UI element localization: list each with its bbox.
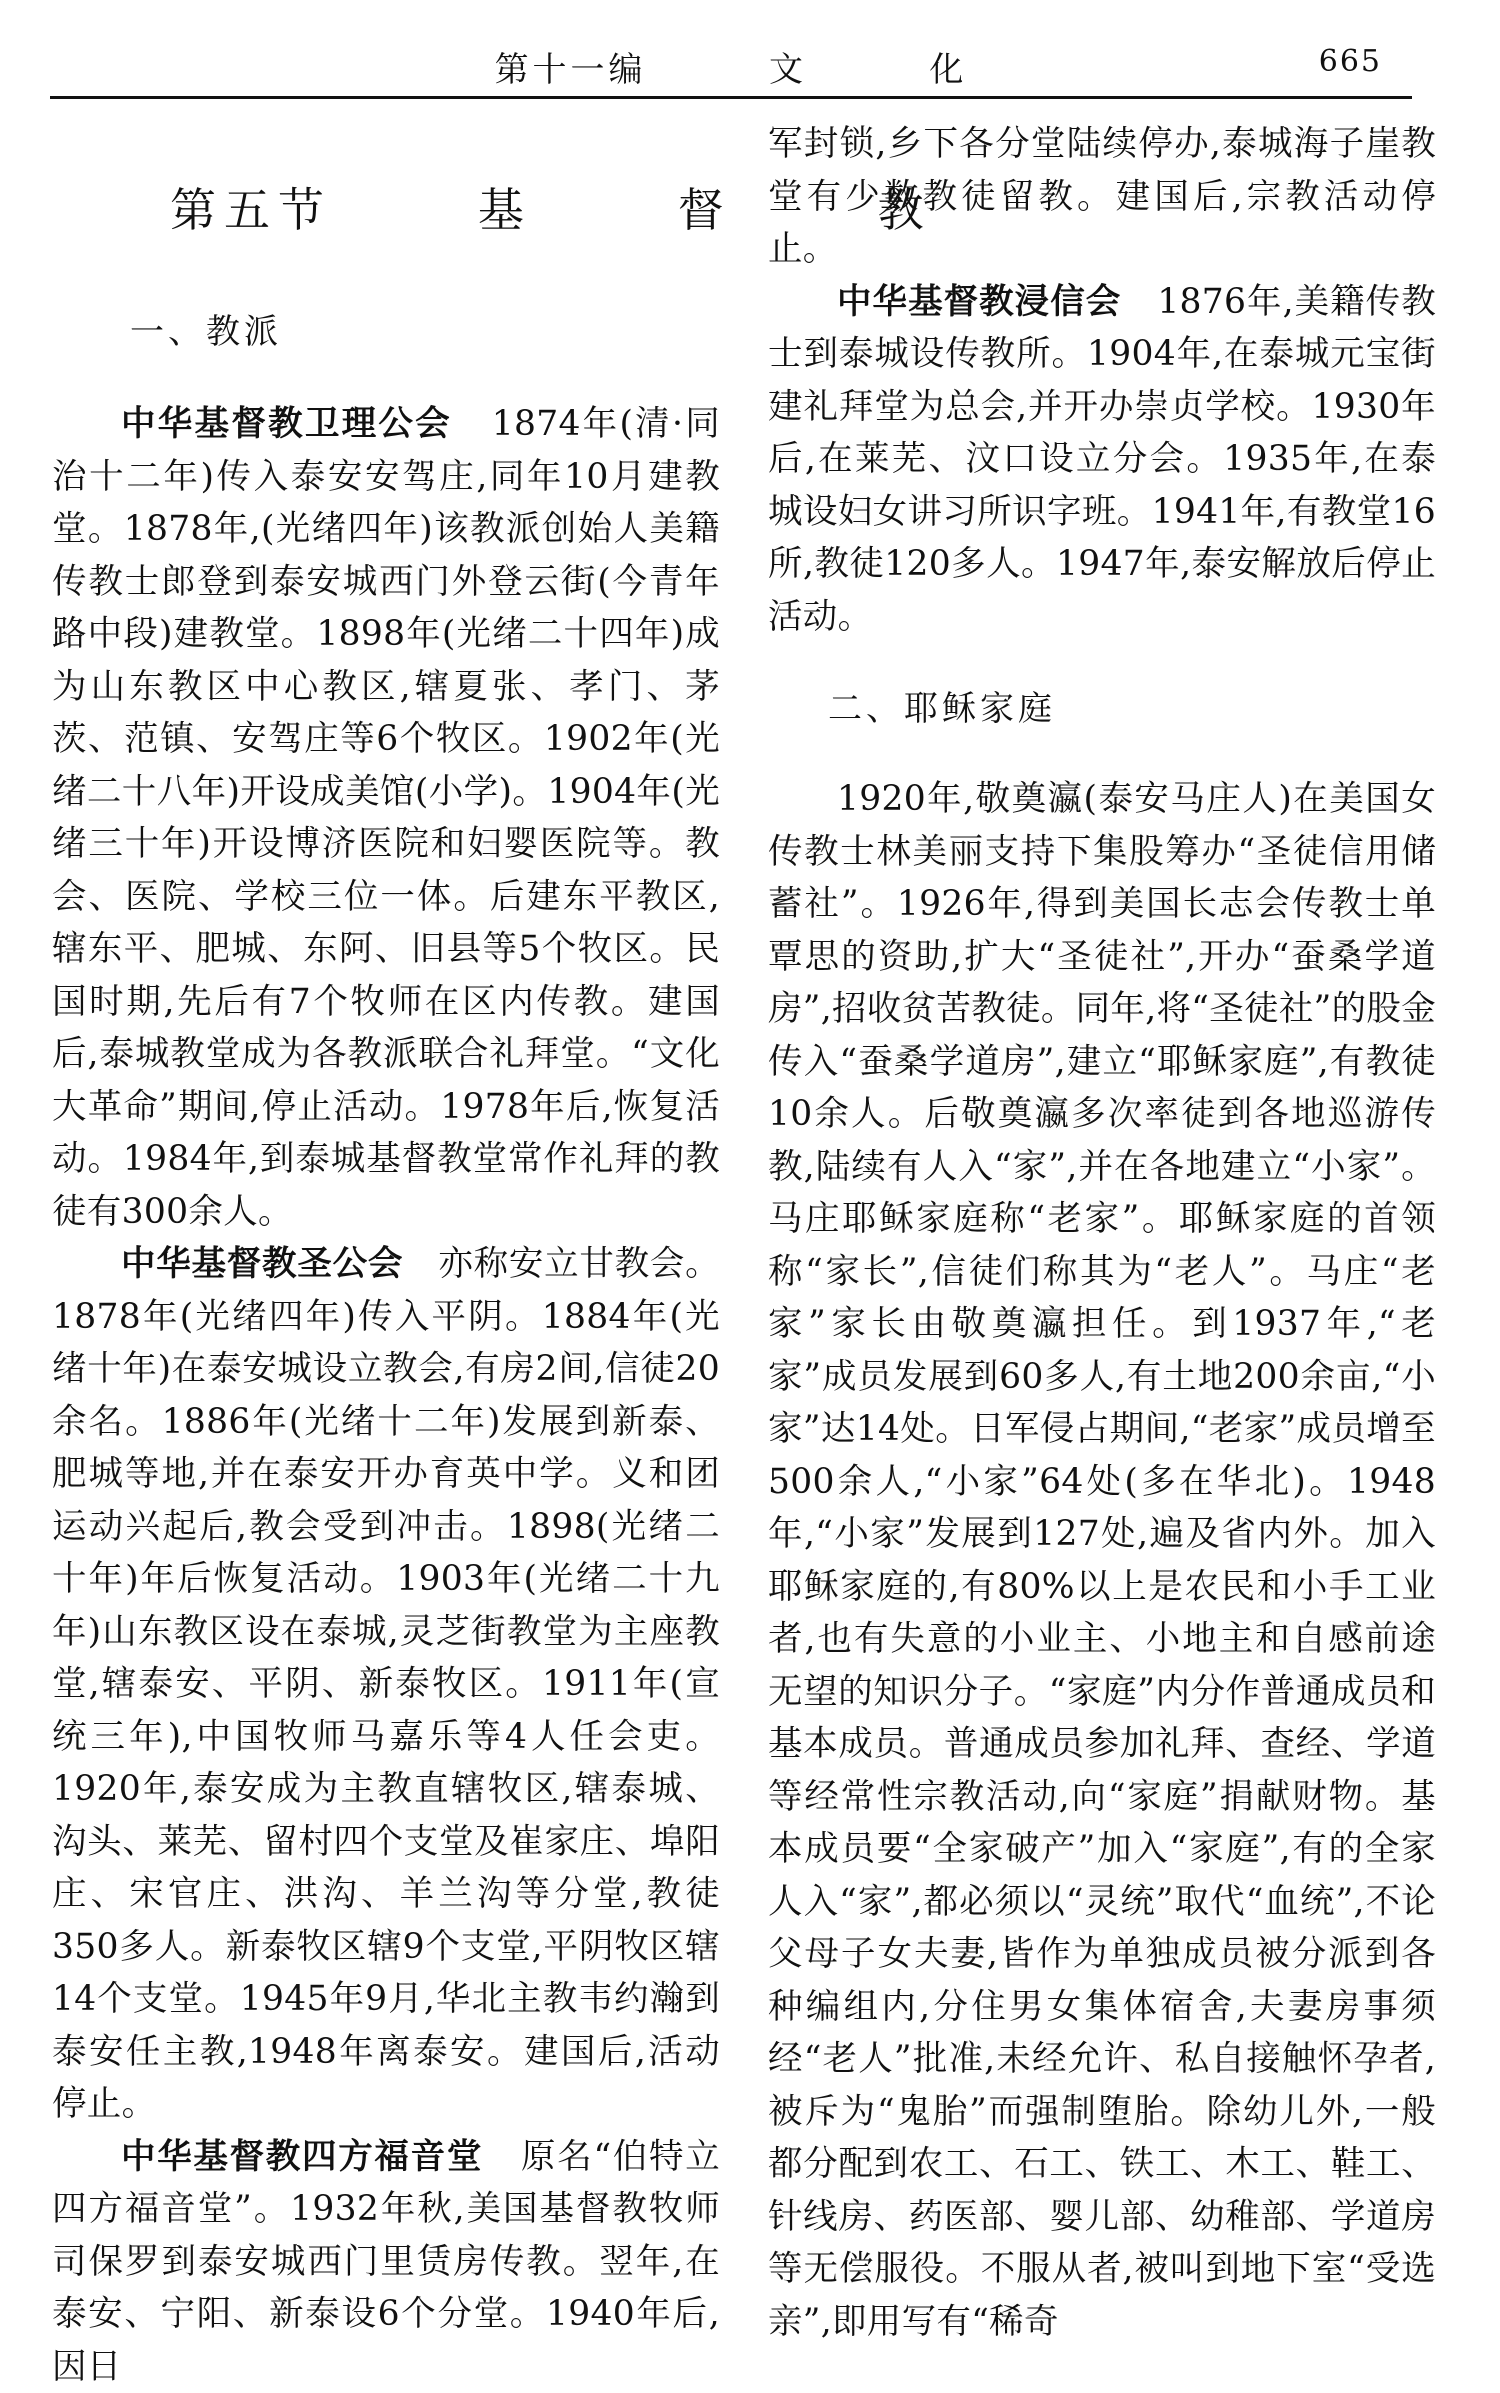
entry-text-methodist: 1874年(清·同治十二年)传入泰安安驾庄,同年10月建教堂。1878年,(光绪四年)该教派创始人美籍传教士郎登到泰安城西门外登云街(今青年路中段)建教堂。1898年(光绪二十四年)成为山东教区中心教区,辖夏张、孝门、茅茨、范镇、安驾庄等6个牧区。1902年(光绪二十八年)开设成美馆(小学)。1904年(光绪三十年)开设博济医院和妇婴医院等。教会、医院、学校三位一体。后建东平教区,辖东平、肥城、东阿、旧县等5个牧区。民国时期,先后有7个牧师在区内传教。建国后,泰城教堂成为各教派联合礼拜堂。“文化大革命”期间,停止活动。1978年后,恢复活动。1984年,到泰城基督教堂常作礼拜的教徒有300余人。 bbox=[52, 404, 720, 1232]
entry-text-baptist: 1876年,美籍传教士到泰城设传教所。1904年,在泰城元宝街建礼拜堂为总会,并开办崇贞学校。1930年后,在莱芜、汶口设立分会。1935年,在泰城设妇女讲习所识字班。1941年,有教堂16所,教徒120多人。1947年,泰安解放后停止活动。 bbox=[768, 282, 1436, 637]
entry-title-methodist: 中华基督教卫理公会 bbox=[121, 404, 452, 444]
entry-text-foursquare: 原名“伯特立四方福音堂”。1932年秋,美国基督教牧师司保罗到泰安城西门里赁房传教。翌年,在泰安、宁阳、新泰设6个分堂。1940年后,因日 bbox=[52, 2137, 720, 2387]
entry-title-anglican: 中华基督教圣公会 bbox=[121, 1244, 403, 1284]
section-title: 第五节 基 督 教 bbox=[170, 180, 720, 240]
subsection-heading-jesus-family: 二、耶稣家庭 bbox=[828, 683, 1436, 735]
right-column bbox=[768, 118, 1436, 2348]
paragraph-jesus-family: 1920年,敬奠瀛(泰安马庄人)在美国女传教士林美丽支持下集股筹办“圣徒信用储蓄社”。1926年,得到美国长志会传教士单覃思的资助,扩大“圣徒社”,开办“蚕桑学道房”,招收贫苦教徒。同年,将“圣徒社”的股金传入“蚕桑学道房”,建立“耶稣家庭”,有教徒10余人。后敬奠瀛多次率徒到各地巡游传教,陆续有人入“家”,并在各地建立“小家”。马庄耶稣家庭称“老家”。耶稣家庭的首领称“家长”,信徒们称其为“老人”。马庄“老家”家长由敬奠瀛担任。到1937年,“老家”成员发展到60多人,有土地200余亩,“小家”达14处。日军侵占期间,“老家”成员增至500余人,“小家”64处(多在华北)。1948年,“小家”发展到127处,遍及省内外。加入耶稣家庭的,有80%以上是农民和小手工业者,也有失意的小业主、小地主和自感前途无望的知识分子。“家庭”内分作普通成员和基本成员。普通成员参加礼拜、查经、学道等经常性宗教活动,向“家庭”捐献财物。基本成员要“全家破产”加入“家庭”,有的全家人入“家”,都必须以“灵统”取代“血统”,不论父母子女夫妻,皆作为单独成员被分派到各种编组内,分住男女集体宿舍,夫妻房事须经“老人”批准,未经允许、私自接触怀孕者,被斥为“鬼胎”而强制堕胎。除幼儿外,一般都分配到农工、石工、铁工、木工、鞋工、针线房、药医部、婴儿部、幼稚部、学道房等无偿服役。不服从者,被叫到地下室“受选亲”,即用写有“稀奇 bbox=[768, 773, 1436, 2348]
left-column bbox=[52, 118, 720, 2393]
page-number: 665 bbox=[1319, 44, 1382, 79]
entry-text-anglican: 亦称安立甘教会。1878年(光绪四年)传入平阴。1884年(光绪十年)在泰安城设立教会,有房2间,信徒20余名。1886年(光绪十二年)发展到新泰、肥城等地,并在泰安开办育英中学。义和团运动兴起后,教会受到冲击。1898(光绪二十年)年后恢复活动。1903年(光绪二十九年)山东教区设在泰城,灵芝街教堂为主座教堂,辖泰安、平阴、新泰牧区。1911年(宣统三年),中国牧师马嘉乐等4人任会吏。1920年,泰安成为主教直辖牧区,辖泰城、沟头、莱芜、留村四个支堂及崔家庄、埠阳庄、宋官庄、洪沟、羊兰沟等分堂,教徒350多人。新泰牧区辖9个支堂,平阴牧区辖14个支堂。1945年9月,华北主教韦约瀚到泰安任主教,1948年离泰安。建国后,活动停止。 bbox=[52, 1244, 720, 2124]
entry-title-foursquare: 中华基督教四方福音堂 bbox=[121, 2137, 483, 2177]
entry-baptist bbox=[768, 276, 1436, 644]
running-head-chapter: 第十一编 文 化 bbox=[50, 42, 1412, 91]
entry-title-baptist: 中华基督教浸信会 bbox=[837, 282, 1121, 322]
page-header bbox=[50, 34, 1412, 99]
entry-anglican bbox=[52, 1238, 720, 2131]
subsection-heading-denominations: 一、教派 bbox=[130, 306, 720, 358]
continuation-paragraph: 军封锁,乡下各分堂陆续停办,泰城海子崖教堂有少数教徒留教。建国后,宗教活动停止。 bbox=[768, 118, 1436, 276]
entry-foursquare bbox=[52, 2131, 720, 2393]
entry-methodist bbox=[52, 398, 720, 1238]
